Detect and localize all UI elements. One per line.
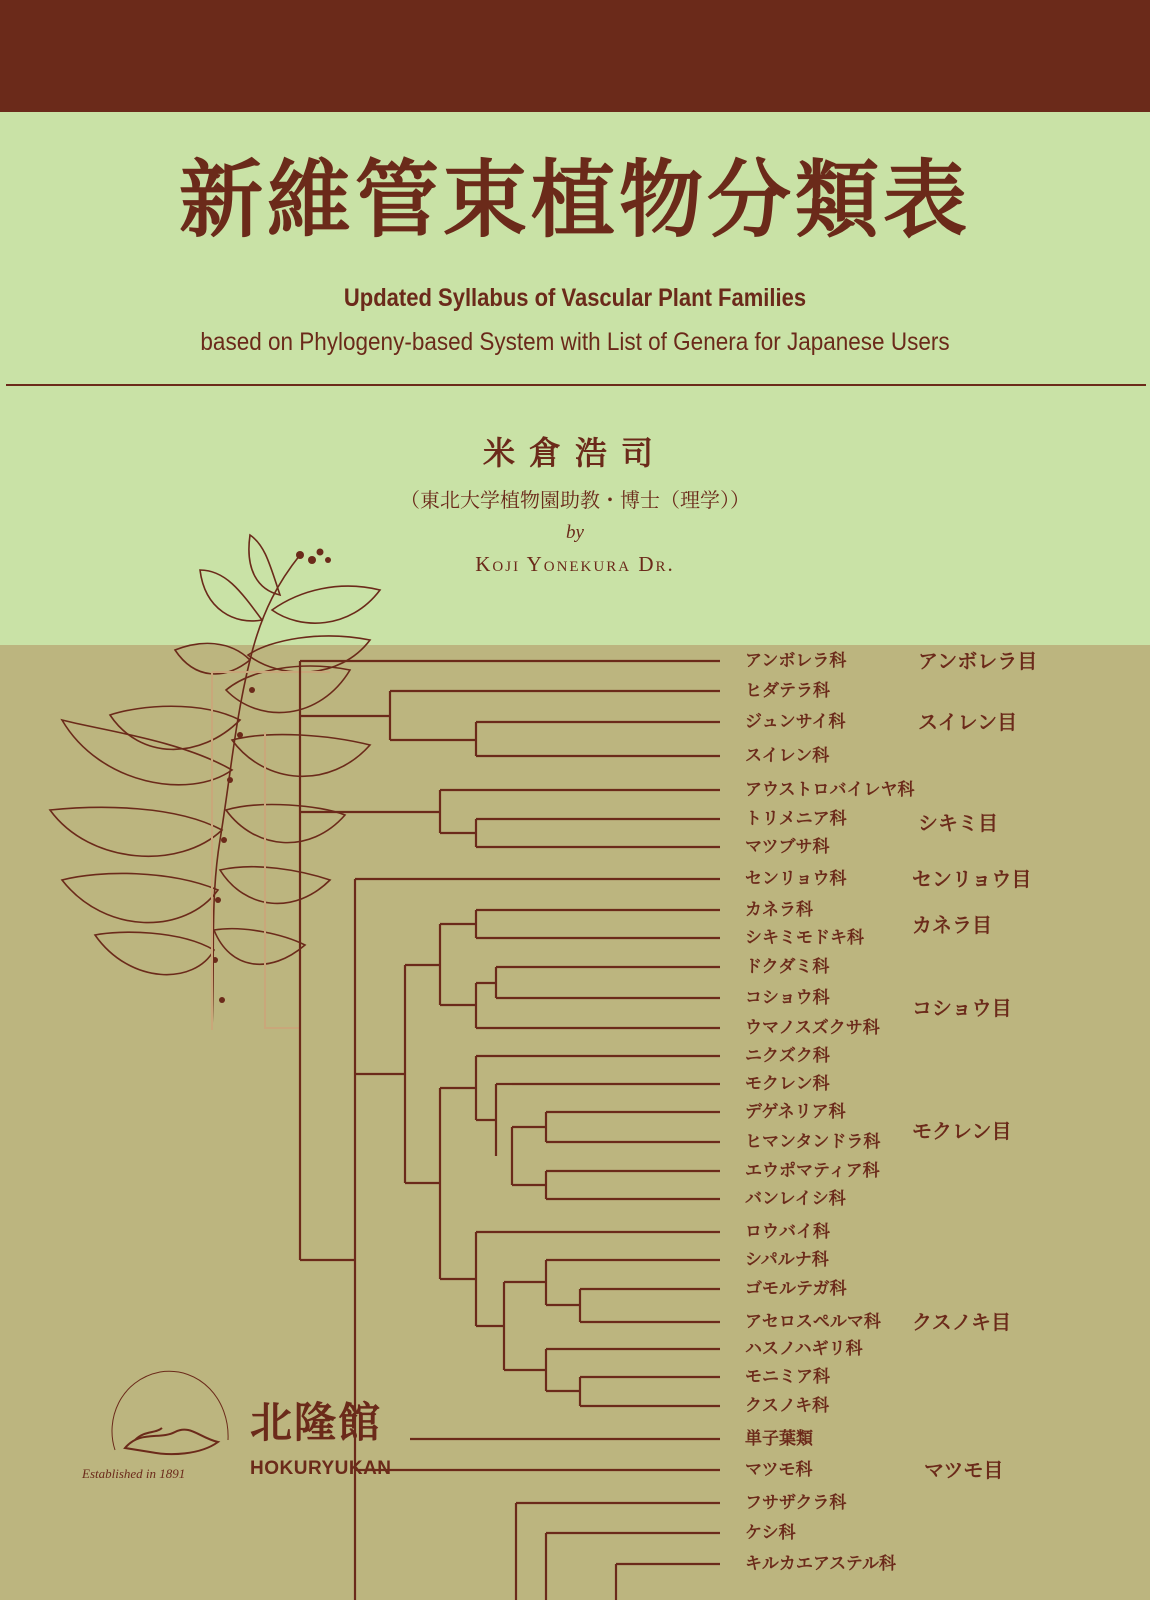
family-label: シキミモドキ科 — [745, 928, 864, 948]
order-label: スイレン目 — [918, 710, 1018, 734]
tree-highlight-boxes — [212, 672, 330, 1030]
author-name-ja: 米倉浩司 — [482, 434, 667, 472]
order-label: クスノキ目 — [912, 1310, 1011, 1334]
family-label: ハスノハギリ科 — [745, 1339, 863, 1359]
by-label: by — [566, 522, 584, 543]
family-label: ヒダテラ科 — [745, 681, 830, 701]
family-label: アセロスペルマ科 — [745, 1312, 881, 1332]
family-label: デゲネリア科 — [745, 1102, 846, 1122]
family-label: ゴモルテガ科 — [745, 1279, 847, 1299]
family-label: フサザクラ科 — [745, 1493, 847, 1513]
plant-illustration-icon — [50, 535, 380, 1028]
family-label: マツモ科 — [745, 1460, 813, 1480]
family-label: アンボレラ科 — [745, 651, 847, 671]
family-label: ジュンサイ科 — [745, 712, 846, 732]
family-label: マツブサ科 — [745, 837, 830, 857]
author-affiliation: （東北大学植物園助教・博士（理学）） — [400, 488, 750, 512]
publisher-name-en: HOKURYUKAN — [250, 1458, 392, 1479]
family-label: カネラ科 — [745, 900, 813, 920]
family-label: スイレン科 — [745, 746, 830, 766]
family-label: トリメニア科 — [745, 809, 847, 829]
english-subtitle: based on Phylogeny-based System with List of Genera for Japanese Users — [200, 328, 950, 356]
author-name-en: Koji Yonekura Dr. — [475, 552, 675, 576]
family-label: エウポマティア科 — [745, 1161, 880, 1181]
family-label: ロウバイ科 — [745, 1222, 830, 1242]
family-label: シパルナ科 — [745, 1250, 829, 1270]
family-label: ケシ科 — [745, 1523, 796, 1543]
family-label: 単子葉類 — [745, 1429, 813, 1449]
family-label: コショウ科 — [745, 988, 830, 1008]
publisher-seal-icon — [100, 1360, 240, 1470]
family-label: アウストロバイレヤ科 — [745, 780, 915, 800]
family-label: モニミア科 — [745, 1367, 830, 1387]
family-label: キルカエアステル科 — [745, 1554, 896, 1574]
order-label: センリョウ目 — [912, 867, 1032, 891]
english-title: Updated Syllabus of Vascular Plant Families — [343, 284, 807, 312]
order-label: コショウ目 — [912, 996, 1012, 1020]
family-label: ドクダミ科 — [745, 957, 830, 977]
order-label: アンボレラ目 — [918, 649, 1038, 673]
established-label: Established in 1891 — [82, 1466, 186, 1481]
family-label: センリョウ科 — [745, 869, 847, 889]
order-label: モクレン目 — [912, 1119, 1012, 1143]
order-label: カネラ目 — [912, 913, 992, 937]
family-label: クスノキ科 — [745, 1396, 830, 1416]
publisher-name-ja: 北隆館 — [250, 1398, 383, 1447]
family-label: モクレン科 — [745, 1074, 830, 1094]
book-title: 新維管束植物分類表 — [178, 151, 971, 249]
order-label: マツモ目 — [924, 1458, 1004, 1482]
family-label: ヒマンタンドラ科 — [745, 1132, 881, 1152]
family-label: ウマノスズクサ科 — [745, 1018, 880, 1038]
order-label: シキミ目 — [918, 811, 998, 835]
family-label: ニクズク科 — [745, 1046, 830, 1066]
family-label: バンレイシ科 — [745, 1189, 846, 1209]
